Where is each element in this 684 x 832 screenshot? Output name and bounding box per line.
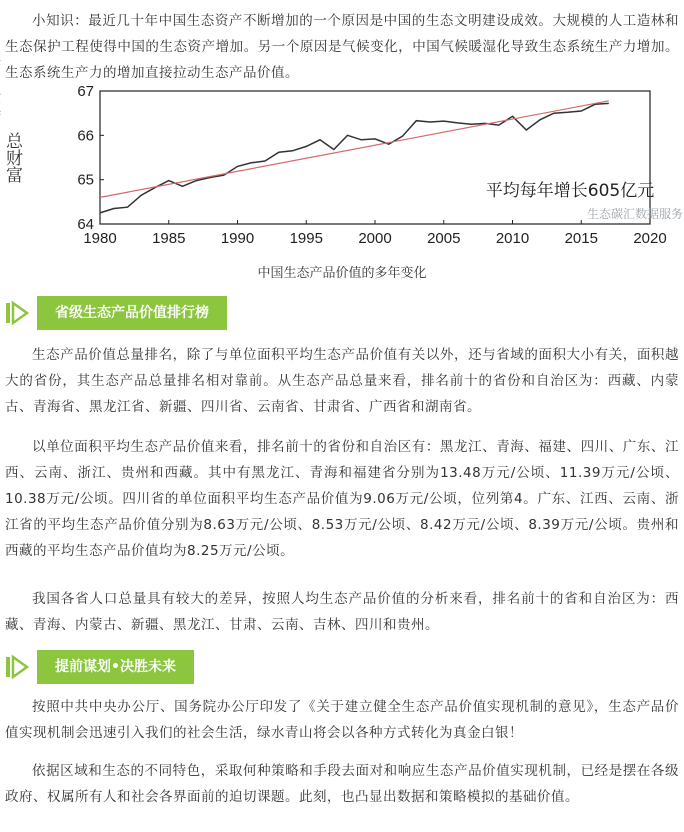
x-tick-label: 1990 [220, 230, 255, 247]
paragraph-capita-ranking: 我国各省人口总量具有较大的差异，按照人均生态产品价值的分析来看，排名前十的省和自治区为：西藏、青海、内蒙古、新疆、黑龙江、甘肃、云南、吉林、四川和贵州。 [5, 591, 679, 633]
chart-annotation: 平均每年增长605亿元 [485, 181, 655, 201]
paragraph-policy: 按照中共中央办公厅、国务院办公厅印发了《关于建立健全生态产品价值实现机制的意见》，生态产品价值实现机制会迅速引入我们的社会生活，绿水青山将会以各种方式转化为真金白银！ [5, 699, 679, 741]
chart-svg [2, 83, 684, 254]
y-axis-label: 总财富 [2, 132, 22, 183]
x-tick-label: 2020 [633, 230, 667, 247]
x-tick-label: 2000 [358, 230, 392, 247]
x-tick-label: 2010 [495, 230, 530, 247]
play-arrow-icon [5, 301, 29, 325]
section-ranking-title: 省级生态产品价值排行榜 [37, 296, 227, 330]
chart-watermark: 生态碳汇数据服务 [586, 207, 684, 221]
play-arrow-icon [5, 655, 29, 679]
chart [2, 83, 684, 254]
paragraph-total-ranking: 生态产品价值总量排名，除了与单位面积平均生态产品价值有关以外，还与省域的面积大小有关，面积越大的省份，其生态产品总量排名相对靠前。从生态产品总量来看，排名前十的省份和自治区为：西藏、内蒙古、青海省、黑龙江省、新疆、四川省、云南省、甘肃省、广西省和湖南省。 [5, 347, 679, 415]
x-tick-label: 1995 [289, 230, 323, 247]
x-tick-label: 2005 [427, 230, 461, 247]
intro-paragraph: 小知识：最近几十年中国生态资产不断增加的一个原因是中国的生态文明建设成效。大规模的人工造林和生态保护工程使得中国的生态资产增加。另一个原因是气候变化，中国气候暖湿化导致生态系统生产力增加。生态系统生产力的增加直接拉动生态产品价值。 [5, 13, 679, 81]
y-tick-label: 64 [77, 216, 94, 233]
paragraph-strategy: 依据区域和生态的不同特色，采取何种策略和手段去面对和响应生态产品价值实现机制，已经是摆在各级政府、权属所有人和社会各界面前的迫切课题。此刻，也凸显出数据和策略模拟的基础价值。 [5, 763, 679, 805]
paragraph-area-ranking: 以单位面积平均生态产品价值来看，排名前十的省份和自治区有：黑龙江、青海、福建、四川、广东、江西、云南、浙江、贵州和西藏。其中有黑龙江、青海和福建省分别为13.48万元/公顷、11.39万元/公顷、10.38万元/公顷。四川省的单位面积平均生态产品价值为9.06万元/公顷，位列第4。广东、江西、云南、浙江省的平均生态产品价值分别为8.63万元/公顷、8.53万元/公顷、8.42万元/公顷、8.39万元/公顷。贵州和西藏的平均生态产品价值均为8.25万元/公顷。 [5, 439, 679, 559]
x-tick-label: 1980 [83, 230, 117, 247]
y-tick-label: 66 [77, 127, 94, 145]
section-plan-title: 提前谋划•决胜未来 [37, 650, 194, 684]
y-tick-label: 65 [77, 171, 94, 189]
plot-frame [100, 91, 650, 224]
y-tick-label: 67 [77, 83, 94, 100]
x-tick-label: 2015 [564, 230, 598, 247]
chart-caption: 中国生态产品价值的多年变化 [257, 266, 427, 281]
x-tick-label: 1985 [152, 230, 186, 247]
